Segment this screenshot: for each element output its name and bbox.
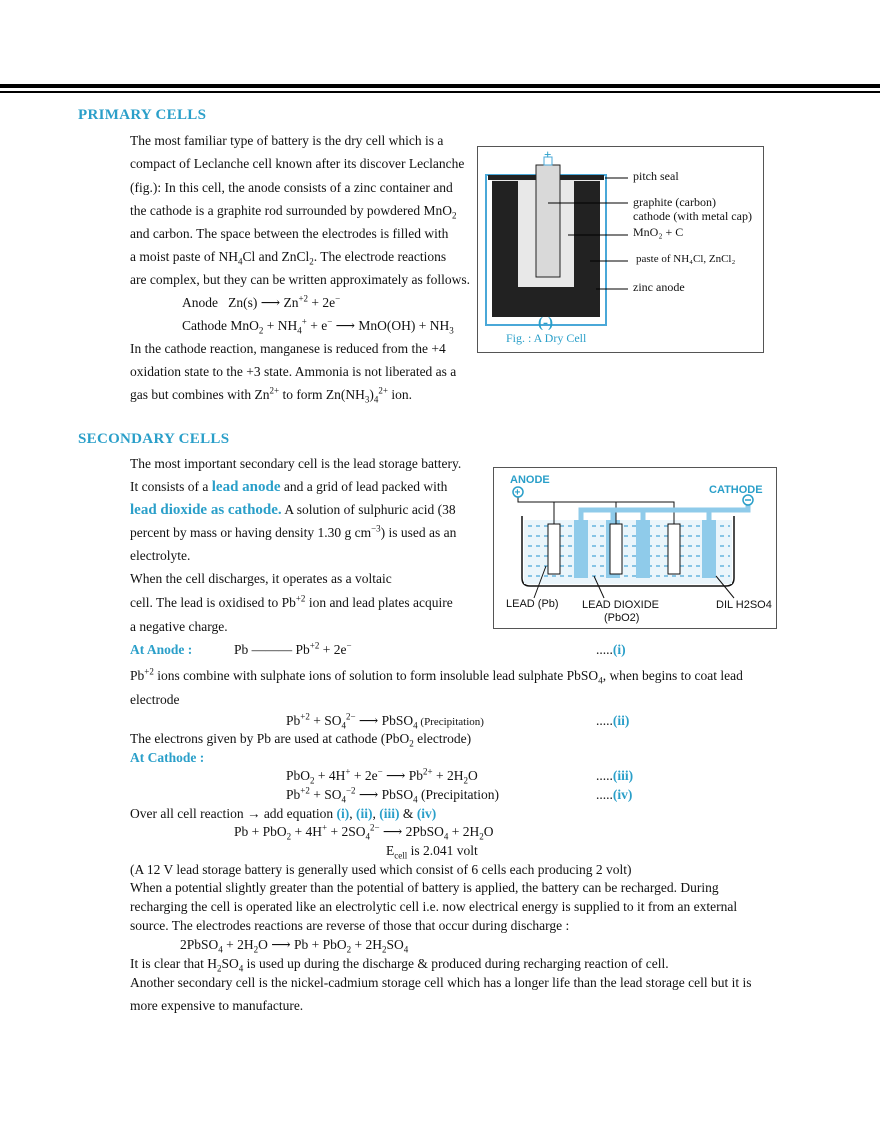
secondary-heading: SECONDARY CELLS [78, 431, 230, 447]
dry-cell-figure [477, 146, 764, 353]
anode-label: ANODE [510, 474, 550, 486]
minus-terminal: (-) [538, 315, 553, 331]
para-4-line-2: recharging the cell is operated like an electrolytic cell i.e. now electrical energy is supplied to it from an external [130, 899, 738, 914]
reaction-1-number: .....(i) [596, 642, 626, 657]
primary-after-1: In the cathode reaction, manganese is reduced from the +4 [130, 341, 446, 356]
cathode-label: CATHODE [709, 484, 763, 496]
pbo2-plate-4 [702, 520, 716, 578]
secondary-line-1: The most important secondary cell is the lead storage battery. [130, 456, 462, 471]
primary-line-4: the cathode is a graphite rod surrounded by powdered MnO$_2$ [130, 203, 457, 221]
secondary-line-5: electrolyte. [130, 548, 191, 563]
lead-dioxide-label: LEAD DIOXIDE [582, 599, 660, 611]
anode-wire [518, 496, 554, 524]
primary-line-6: a moist paste of $NH_4Cl$ and ZnCl$_2$. The electrode reactions [130, 249, 447, 267]
reaction-6: 2PbSO$_4$ + $2H_2O$ ⟶ $Pb + PbO_2 + 2H_2SO_4$ [180, 937, 409, 955]
reaction-2: $Pb^{+2} + SO_4^{2-}$ ⟶ PbSO$_4$ (Precipitation) [286, 711, 484, 731]
graphite-rod [536, 165, 560, 277]
dry-cell-diagram [478, 147, 763, 352]
primary-heading: PRIMARY CELLS [78, 107, 207, 123]
top-rule-thin [0, 91, 880, 93]
acid-label: DIL H2SO4 [716, 599, 772, 611]
pb-plate-3 [668, 524, 680, 574]
para-4-line-1: When a potential slightly greater than the potential of battery is applied, the battery can be recharged. During [130, 880, 719, 895]
top-rule [0, 84, 880, 88]
label-pitch-seal: pitch seal [633, 169, 679, 183]
primary-line-3: (fig.): In this cell, the anode consists of a zinc container and [130, 180, 453, 195]
primary-after-3: gas but combines with $Zn^{2+}$ to form $Zn(NH_3)_4^{2+}$ ion. [130, 385, 413, 405]
overall-line: Over all cell reaction → add equation (i), (ii), (iii) & (iv) [130, 806, 437, 821]
pbo2-plate-3 [636, 520, 650, 578]
anode-plus-sign: + [514, 487, 521, 499]
secondary-line-2: It consists of a lead anode and a grid of lead packed with [130, 479, 448, 495]
label-cathode-cap: cathode (with metal cap) [633, 209, 752, 223]
para-1-end: electrode [130, 692, 180, 707]
secondary-line-8: a negative charge. [130, 619, 228, 634]
secondary-line-3: lead dioxide as cathode. A solution of sulphuric acid (38 [130, 502, 456, 518]
pb-plate-2 [610, 524, 622, 574]
lead-battery-figure [493, 467, 777, 629]
label-mno2: MnO₂ + C [633, 225, 684, 239]
pbo2-plate-1 [574, 520, 588, 578]
primary-after-2: oxidation state to the +3 state. Ammonia is not liberated as a [130, 364, 457, 379]
anode-reaction: Anode Zn(s) ⟶ $Zn^{+2} + 2e^-$ [182, 293, 341, 310]
pbo2-label: (PbO2) [604, 612, 640, 624]
at-cathode-label: At Cathode : [130, 750, 205, 765]
label-zinc-anode: zinc anode [633, 280, 685, 294]
reaction-1: Pb ——— $Pb^{+2} + 2e^-$ [234, 640, 352, 657]
primary-line-7: are complex, but they can be written approximately as follows. [130, 272, 471, 287]
plus-terminal: + [544, 147, 552, 162]
para-3: (A 12 V lead storage battery is generally used which consist of 6 cells each producing 2 volt) [130, 862, 632, 877]
reaction-2-number: .....(ii) [596, 713, 630, 728]
primary-line-2: compact of Leclanche cell known after its discover Leclanche [130, 156, 465, 171]
para-6-line-2: more expensive to manufacture. [130, 998, 304, 1013]
para-6-line-1: Another secondary cell is the nickel-cadmium storage cell which has a longer life than the lead storage cell but it is [130, 975, 752, 990]
reaction-4-number: .....(iv) [596, 787, 633, 802]
secondary-line-4: percent by mass or having density 1.30 g $cm^{-3}$) is used as an [130, 523, 457, 540]
para-5: It is clear that $H_2SO_4$ is used up during the discharge & produced during recharging reaction of cell. [130, 956, 669, 974]
reaction-5: $Pb + PbO_2 + 4H^+ + 2SO_4^{2-}$ ⟶ 2PbSO$_4$ + $2H_2O$ [234, 822, 494, 842]
reaction-3-number: .....(iii) [596, 768, 634, 783]
label-graphite: graphite (carbon) [633, 195, 716, 209]
para-4-line-3: source. The electrodes reactions are reverse of those that occur during discharge : [130, 918, 570, 933]
primary-line-5: and carbon. The space between the electrodes is filled with [130, 226, 449, 241]
cathode-reaction: Cathode $MnO_2 + NH_4^+ + e^-$ ⟶ $MnO(OH) + NH_3$ [182, 316, 454, 336]
at-anode-label: At Anode : [130, 642, 193, 657]
secondary-line-7: cell. The lead is oxidised to $Pb^{+2}$ ion and lead plates acquire [130, 593, 453, 610]
para-1: $Pb^{+2}$ ions combine with sulphate ions of solution to form insoluble lead sulphate PbSO$_4$, when begins to coat lead [130, 666, 743, 686]
primary-line-1: The most familiar type of battery is the dry cell which is a [130, 133, 444, 148]
reaction-3: PbO$_2$ + 4H+ + 2e− ⟶ $Pb^{2+} + 2H_2O$ [286, 766, 478, 786]
para-2: The electrons given by Pb are used at cathode (PbO$_2$ electrode) [130, 731, 472, 749]
reaction-4: $Pb^{+2} + SO_4^{-2}$ ⟶ PbSO$_4$ (Precipitation) [286, 785, 500, 805]
dry-cell-caption: Fig. : A Dry Cell [506, 331, 587, 345]
cathode-wire [709, 502, 748, 510]
ecell-line: $E_{cell}$ is 2.041 volt [386, 843, 478, 861]
pb-plate-1 [548, 524, 560, 574]
label-paste: paste of NH₄Cl, ZnCl₂ [636, 253, 736, 265]
secondary-line-6: When the cell discharges, it operates as a voltaic [130, 571, 392, 586]
lead-label: LEAD (Pb) [506, 598, 559, 610]
